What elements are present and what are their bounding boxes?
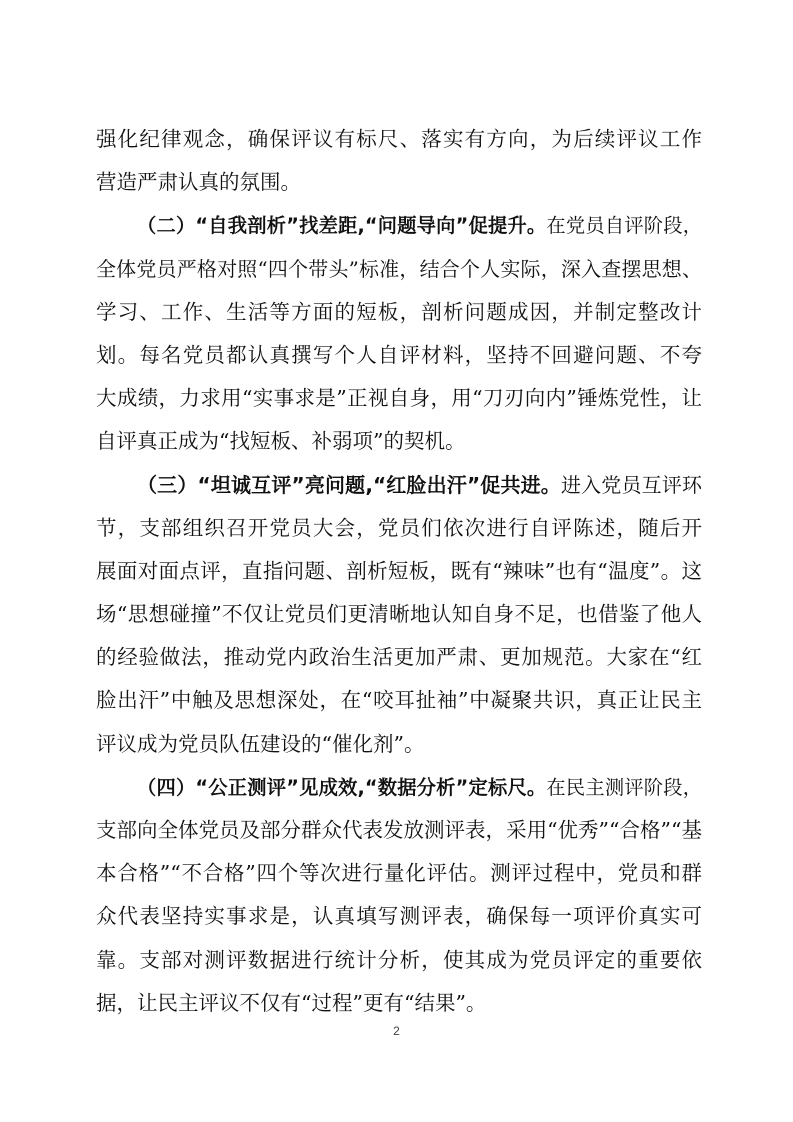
page-number: 2	[393, 1024, 400, 1038]
paragraph-line: 营造严肃认真的氛围。	[96, 170, 301, 195]
paragraph-line: 场“思想碰撞”不仅让党员们更清晰地认知自身不足，也借鉴了他人	[96, 602, 702, 627]
paragraph-line: 大成绩，力求用“实事求是”正视自身，用“刀刃向内”锤炼党性，让	[96, 386, 702, 411]
paragraph-1	[96, 118, 702, 204]
paragraph-line: 评议成为党员队伍建设的“催化剂”。	[96, 731, 425, 756]
paragraph-line: 展面对面点评，直指问题、剖析短板，既有“辣味”也有“温度”。这	[96, 558, 702, 583]
paragraph-line: 节，支部组织召开党员大会，党员们依次进行自评陈述，随后开	[96, 515, 702, 540]
paragraph-line: 强化纪律观念，确保评议有标尺、落实有方向，为后续评议工作	[96, 127, 702, 151]
section-heading: （三）“坦诚互评”亮问题,“红脸出汗”促共进。	[137, 472, 561, 497]
paragraph-text: 在党员自评阶段，	[546, 214, 702, 238]
paragraph-first-line	[96, 204, 702, 247]
paragraph-text: 进入党员互评环	[560, 472, 702, 497]
document-body	[96, 118, 702, 1025]
paragraph-line: 全体党员严格对照“四个带头”标准，结合个人实际，深入查摆思想、	[96, 256, 702, 281]
paragraph-first-line	[96, 766, 702, 809]
paragraph-line: 划。每名党员都认真撰写个人自评材料，坚持不回避问题、不夸	[96, 342, 702, 367]
paragraph-line: 的经验做法，推动党内政治生活更加严肃、更加规范。大家在“红	[96, 645, 702, 670]
paragraph-4	[96, 766, 702, 1025]
paragraph-line: 支部向全体党员及部分群众代表发放测评表，采用“优秀”“合格”“基	[96, 818, 702, 842]
paragraph-line: 据，让民主评议不仅有“过程”更有“结果”。	[96, 990, 487, 1015]
paragraph-line: 自评真正成为“找短板、补弱项”的契机。	[96, 429, 466, 454]
paragraph-2	[96, 204, 702, 463]
paragraph-3	[96, 464, 702, 766]
section-heading: （四）“公正测评”见成效,“数据分析”定标尺。	[137, 775, 547, 799]
section-heading: （二）“自我剖析”找差距,“问题导向”促提升。	[137, 214, 547, 238]
paragraph-line: 众代表坚持实事求是，认真填写测评表，确保每一项评价真实可	[96, 904, 702, 929]
paragraph-line: 学习、工作、生活等方面的短板，剖析问题成因，并制定整改计	[96, 299, 702, 324]
paragraph-line: 脸出汗”中触及思想深处，在“咬耳扯袖”中凝聚共识，真正让民主	[96, 688, 702, 713]
paragraph-text: 在民主测评阶段，	[546, 775, 702, 799]
paragraph-line: 本合格”“不合格”四个等次进行量化评估。测评过程中，党员和群	[96, 861, 702, 886]
paragraph-line: 靠。支部对测评数据进行统计分析，使其成为党员评定的重要依	[96, 947, 702, 972]
paragraph-first-line	[96, 464, 702, 507]
